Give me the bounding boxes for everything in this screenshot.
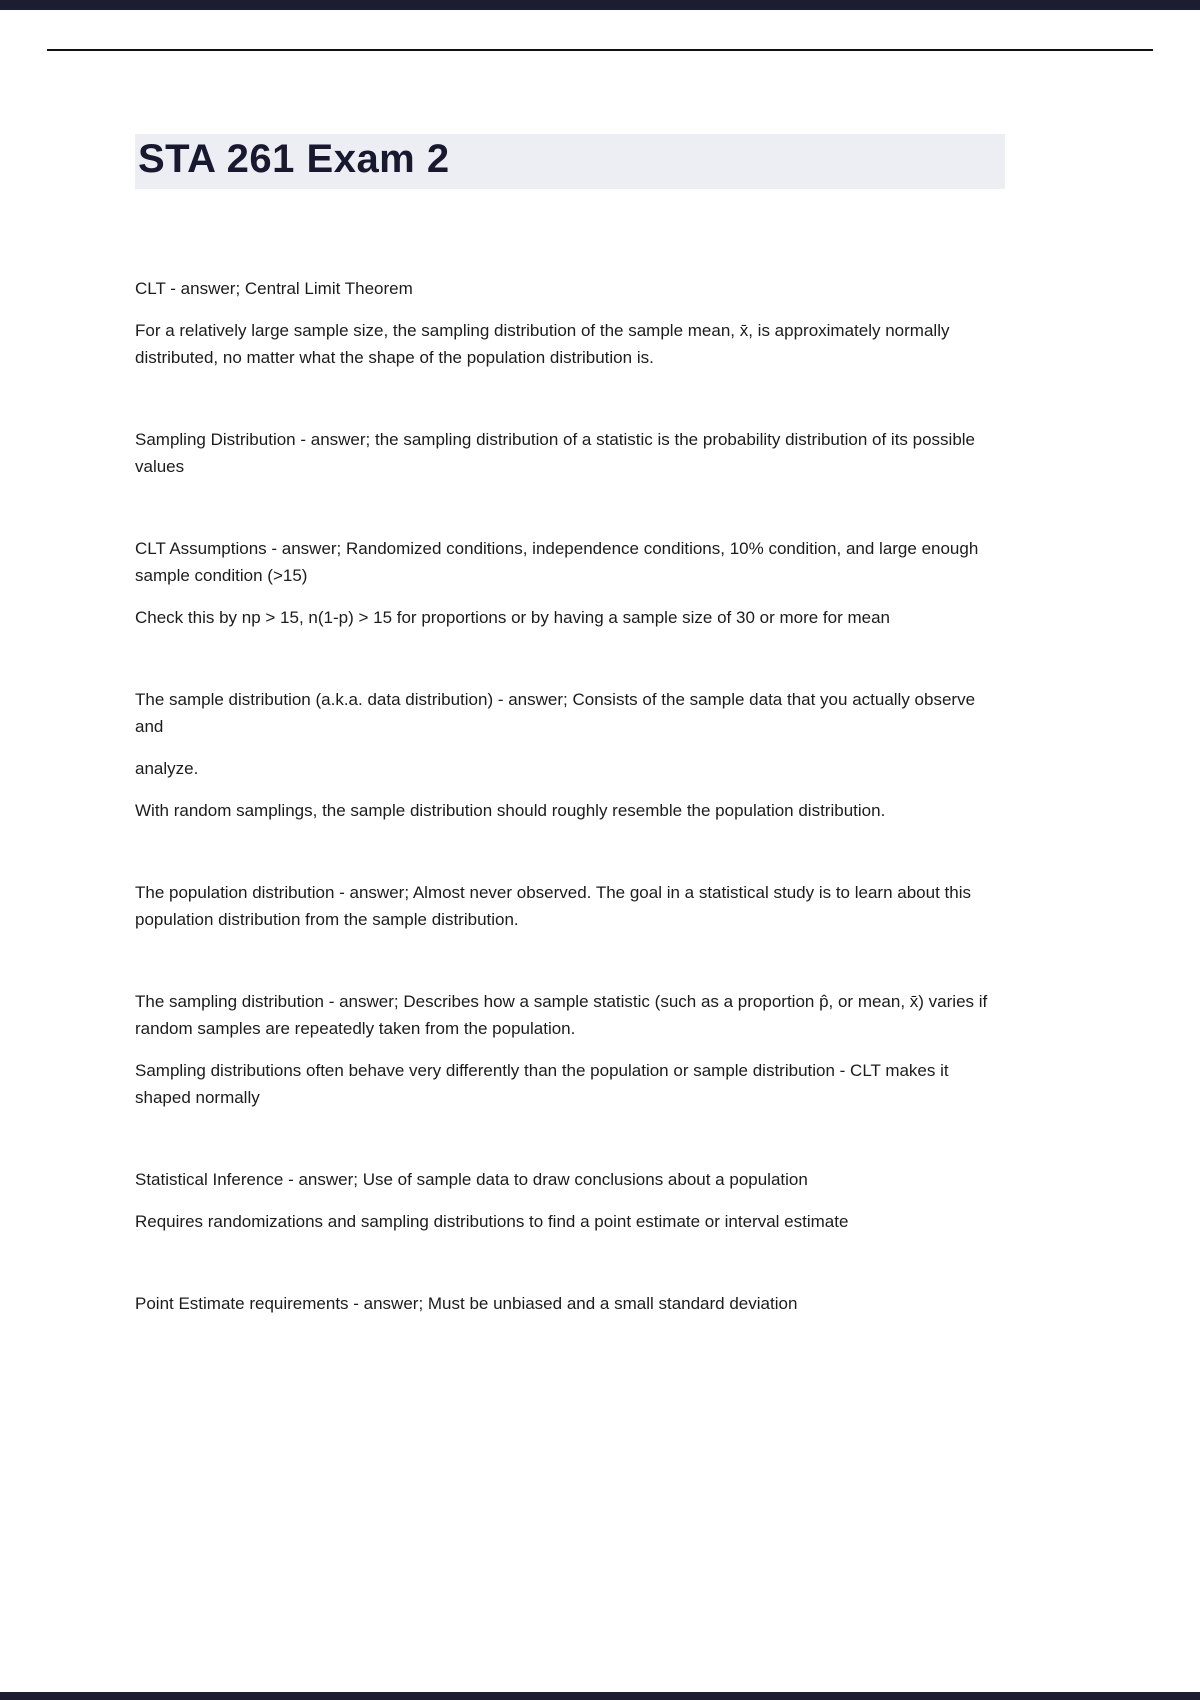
page-bottom-edge	[0, 1692, 1200, 1700]
document-body	[135, 275, 1005, 1317]
page-top-edge	[0, 0, 1200, 10]
qa-block-sampling-distribution-def	[135, 426, 1005, 480]
qa-block-sample-distribution	[135, 686, 1005, 824]
header-rule	[47, 49, 1153, 51]
page-title: STA 261 Exam 2	[135, 134, 1005, 189]
qa-block-clt	[135, 275, 1005, 371]
qa-paragraph: CLT - answer; Central Limit Theorem	[135, 279, 413, 298]
qa-block-sampling-distribution	[135, 988, 1005, 1111]
qa-paragraph: With random samplings, the sample distribution should roughly resemble the population distribution.	[135, 801, 886, 820]
qa-paragraph: Check this by np > 15, n(1-p) > 15 for proportions or by having a sample size of 30 or more for mean	[135, 608, 890, 627]
qa-block-population-distribution	[135, 879, 1005, 933]
qa-paragraph: For a relatively large sample size, the sampling distribution of the sample mean, x̄, is approximately normally distributed, no matter what the shape of the population distribution is.	[135, 321, 950, 367]
qa-paragraph: Sampling Distribution - answer; the sampling distribution of a statistic is the probability distribution of its possible values	[135, 430, 976, 476]
document-page	[135, 134, 1005, 1317]
qa-block-statistical-inference	[135, 1166, 1005, 1235]
qa-paragraph: CLT Assumptions - answer; Randomized conditions, independence conditions, 10% condition, and large enough sample condition (>15)	[135, 539, 979, 585]
qa-paragraph: Point Estimate requirements - answer; Must be unbiased and a small standard deviation	[135, 1294, 798, 1313]
qa-block-clt-assumptions	[135, 535, 1005, 631]
qa-paragraph: The sampling distribution - answer; Describes how a sample statistic (such as a proportion p̂, or mean, x̄) varies if random samples are repeatedly taken from the population.	[135, 992, 988, 1038]
qa-paragraph: The population distribution - answer; Almost never observed. The goal in a statistical study is to learn about this population distribution from the sample distribution.	[135, 883, 971, 929]
qa-block-point-estimate	[135, 1290, 1005, 1317]
qa-paragraph: analyze.	[135, 759, 199, 778]
qa-paragraph: Sampling distributions often behave very differently than the population or sample distribution - CLT makes it shaped normally	[135, 1061, 949, 1107]
qa-paragraph: The sample distribution (a.k.a. data distribution) - answer; Consists of the sample data that you actually observe and	[135, 690, 976, 736]
qa-paragraph: Statistical Inference - answer; Use of sample data to draw conclusions about a population	[135, 1170, 808, 1189]
qa-paragraph: Requires randomizations and sampling distributions to find a point estimate or interval estimate	[135, 1212, 849, 1231]
